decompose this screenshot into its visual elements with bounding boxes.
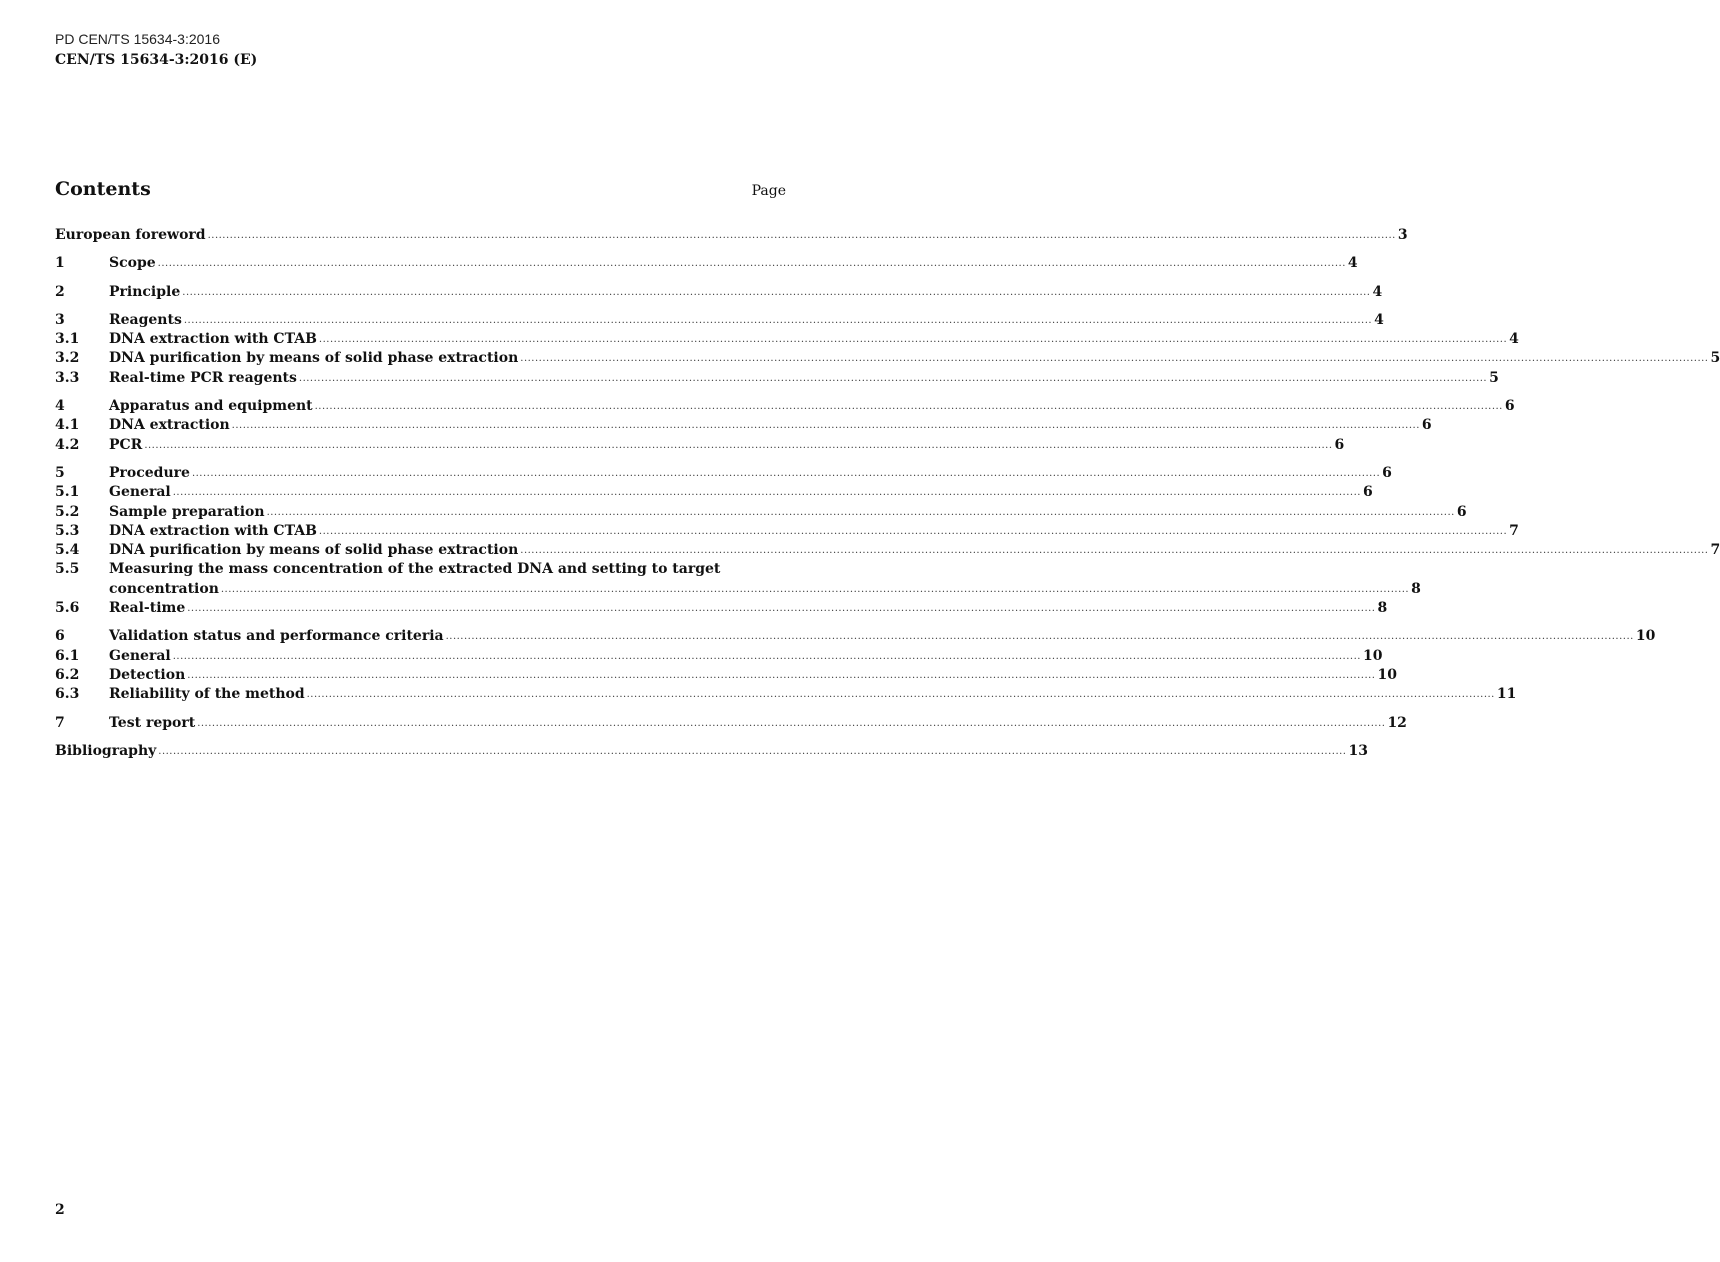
- toc-entry-page: 10: [1635, 628, 1656, 645]
- toc-entry-title: Test report: [109, 714, 196, 731]
- toc-entry-3-1[interactable]: [55, 330, 1519, 349]
- toc-entry-6-3[interactable]: [55, 685, 1517, 704]
- toc-entry-page: 4: [1374, 311, 1384, 328]
- toc-entry-4[interactable]: [55, 397, 1515, 416]
- dot-leader: [185, 666, 1377, 685]
- toc-entry-title: DNA extraction with CTAB: [109, 522, 317, 539]
- toc-entry-number: 5.2: [55, 503, 80, 520]
- toc-entry-page: 6: [1421, 417, 1432, 434]
- dot-leader: [444, 627, 1636, 646]
- toc-entry-page: 6: [1456, 503, 1467, 520]
- toc-entry-page: 6: [1334, 436, 1345, 453]
- toc-entry-6-1[interactable]: [55, 647, 1383, 666]
- toc-entry-7[interactable]: [55, 714, 1407, 733]
- toc-entry-page: 5: [1489, 369, 1499, 386]
- dot-leader: [171, 647, 1363, 666]
- toc-entry-2[interactable]: [55, 283, 1383, 302]
- toc-entry-4-1[interactable]: [55, 416, 1432, 435]
- toc-entry-number: 6.3: [55, 686, 80, 703]
- dot-leader: [185, 599, 1377, 618]
- dot-leader: [190, 464, 1382, 483]
- toc-entry-page: 6: [1362, 484, 1373, 501]
- toc-entry-5-2[interactable]: [55, 503, 1467, 522]
- toc-entry-wrapped-title: [109, 560, 1421, 599]
- toc-entry-page: 4: [1347, 255, 1358, 272]
- dot-leader: [180, 283, 1372, 302]
- toc-entry-title-line1: Measuring the mass concentration of the extracted DNA and setting to target: [109, 561, 721, 578]
- toc-entry-page: 7: [1509, 522, 1519, 539]
- toc-entry-bibliography[interactable]: [55, 742, 1368, 761]
- toc-entry-number: 5.4: [55, 542, 80, 559]
- toc-entry-5-6[interactable]: [55, 599, 1388, 618]
- toc-entry-page: 7: [1710, 542, 1720, 559]
- toc-entry-title: Real-time: [109, 600, 186, 617]
- toc-entry-title: General: [109, 647, 171, 664]
- dot-leader: [313, 397, 1505, 416]
- toc-entry-number: 6: [55, 628, 65, 645]
- dot-leader: [265, 503, 1457, 522]
- toc-entry-title: Bibliography: [55, 742, 157, 759]
- toc-entry-title: Real-time PCR reagents: [109, 369, 297, 386]
- dot-leader: [297, 369, 1489, 388]
- toc-entry-page: 12: [1387, 714, 1407, 731]
- toc-entry-number: 3.3: [55, 369, 80, 386]
- toc-entry-3-3[interactable]: [55, 369, 1499, 388]
- dot-leader: [518, 541, 1710, 560]
- toc-entry-number: 3: [55, 311, 65, 328]
- toc-entry-title: PCR: [109, 436, 143, 453]
- toc-entry-number: 5.3: [55, 522, 80, 539]
- toc-entry-title: Sample preparation: [109, 503, 265, 520]
- toc-entry-title: Reliability of the method: [109, 686, 305, 703]
- toc-entry-5-3[interactable]: [55, 522, 1519, 541]
- dot-leader: [230, 416, 1422, 435]
- toc-entry-page: 5: [1710, 350, 1720, 367]
- toc-entry-5-1[interactable]: [55, 483, 1373, 502]
- toc-entry-title: Apparatus and equipment: [109, 398, 313, 415]
- toc-entry-title: DNA extraction with CTAB: [109, 331, 317, 348]
- toc-entry-number: 4.1: [55, 417, 80, 434]
- toc-entry-title: Procedure: [109, 464, 190, 481]
- dot-leader: [156, 254, 1348, 273]
- toc-entry-page: 6: [1504, 398, 1515, 415]
- dot-leader: [305, 685, 1497, 704]
- toc-entry-title-line2-row: [109, 580, 1421, 599]
- table-of-contents: [55, 226, 1720, 761]
- toc-entry-number: 1: [55, 255, 65, 272]
- toc-entry-number: 5.6: [55, 600, 80, 617]
- toc-entry-number: 6.2: [55, 666, 80, 683]
- toc-entry-page: 8: [1377, 600, 1388, 617]
- page-number: 2: [55, 1202, 65, 1218]
- toc-entry-page: 4: [1372, 283, 1383, 300]
- toc-entry-page: 11: [1496, 686, 1517, 703]
- document-id-header: PD CEN/TS 15634-3:2016: [55, 31, 220, 47]
- page-column-label: Page: [751, 183, 786, 199]
- toc-entry-foreword[interactable]: [55, 226, 1408, 245]
- toc-entry-title: Validation status and performance criteria: [109, 628, 444, 645]
- toc-entry-page: 6: [1382, 464, 1392, 481]
- contents-title: Contents: [55, 178, 151, 200]
- toc-entry-title-line2: concentration: [109, 580, 219, 597]
- toc-entry-number: 6.1: [55, 647, 80, 664]
- dot-leader: [182, 311, 1374, 330]
- toc-entry-number: 3.1: [55, 331, 80, 348]
- toc-entry-page: 10: [1362, 647, 1383, 664]
- dot-leader: [156, 742, 1348, 761]
- toc-entry-5-5[interactable]: [55, 560, 1421, 599]
- toc-entry-title: Scope: [109, 255, 156, 272]
- toc-entry-number: 5.5: [55, 561, 80, 578]
- toc-entry-title: Principle: [109, 283, 181, 300]
- toc-entry-number: 4: [55, 398, 65, 415]
- toc-entry-number: 7: [55, 714, 65, 731]
- toc-entry-3-2[interactable]: [55, 349, 1720, 368]
- dot-leader: [219, 580, 1411, 599]
- toc-entry-page: 8: [1411, 580, 1421, 597]
- toc-entry-5[interactable]: [55, 464, 1392, 483]
- toc-entry-title: Detection: [109, 666, 186, 683]
- dot-leader: [317, 522, 1509, 541]
- toc-entry-6-2[interactable]: [55, 666, 1397, 685]
- toc-entry-number: 4.2: [55, 436, 80, 453]
- toc-entry-number: 2: [55, 283, 65, 300]
- toc-entry-title: General: [109, 484, 171, 501]
- dot-leader: [171, 483, 1363, 502]
- toc-entry-title: European foreword: [55, 227, 206, 243]
- dot-leader: [317, 330, 1509, 349]
- toc-entry-number: 5.1: [55, 484, 80, 501]
- dot-leader: [206, 226, 1398, 245]
- toc-entry-title: DNA extraction: [109, 417, 230, 434]
- toc-entry-number: 3.2: [55, 350, 80, 367]
- toc-entry-title: DNA purification by means of solid phase extraction: [109, 350, 519, 367]
- toc-entry-5-4[interactable]: [55, 541, 1720, 560]
- toc-entry-page: 13: [1348, 742, 1368, 759]
- toc-entry-page: 10: [1377, 666, 1397, 683]
- toc-entry-page: 3: [1397, 227, 1408, 243]
- toc-entry-page: 4: [1509, 331, 1519, 348]
- dot-leader: [142, 436, 1334, 455]
- toc-entry-6[interactable]: [55, 627, 1656, 646]
- toc-entry-title: DNA purification by means of solid phase extraction: [109, 542, 519, 559]
- toc-entry-4-2[interactable]: [55, 436, 1345, 455]
- toc-entry-3[interactable]: [55, 311, 1384, 330]
- toc-entry-1[interactable]: [55, 254, 1358, 273]
- toc-entry-number: 5: [55, 464, 65, 481]
- dot-leader: [195, 714, 1387, 733]
- standard-id-header: CEN/TS 15634-3:2016 (E): [55, 52, 258, 68]
- toc-entry-title: Reagents: [109, 311, 182, 328]
- dot-leader: [518, 349, 1710, 368]
